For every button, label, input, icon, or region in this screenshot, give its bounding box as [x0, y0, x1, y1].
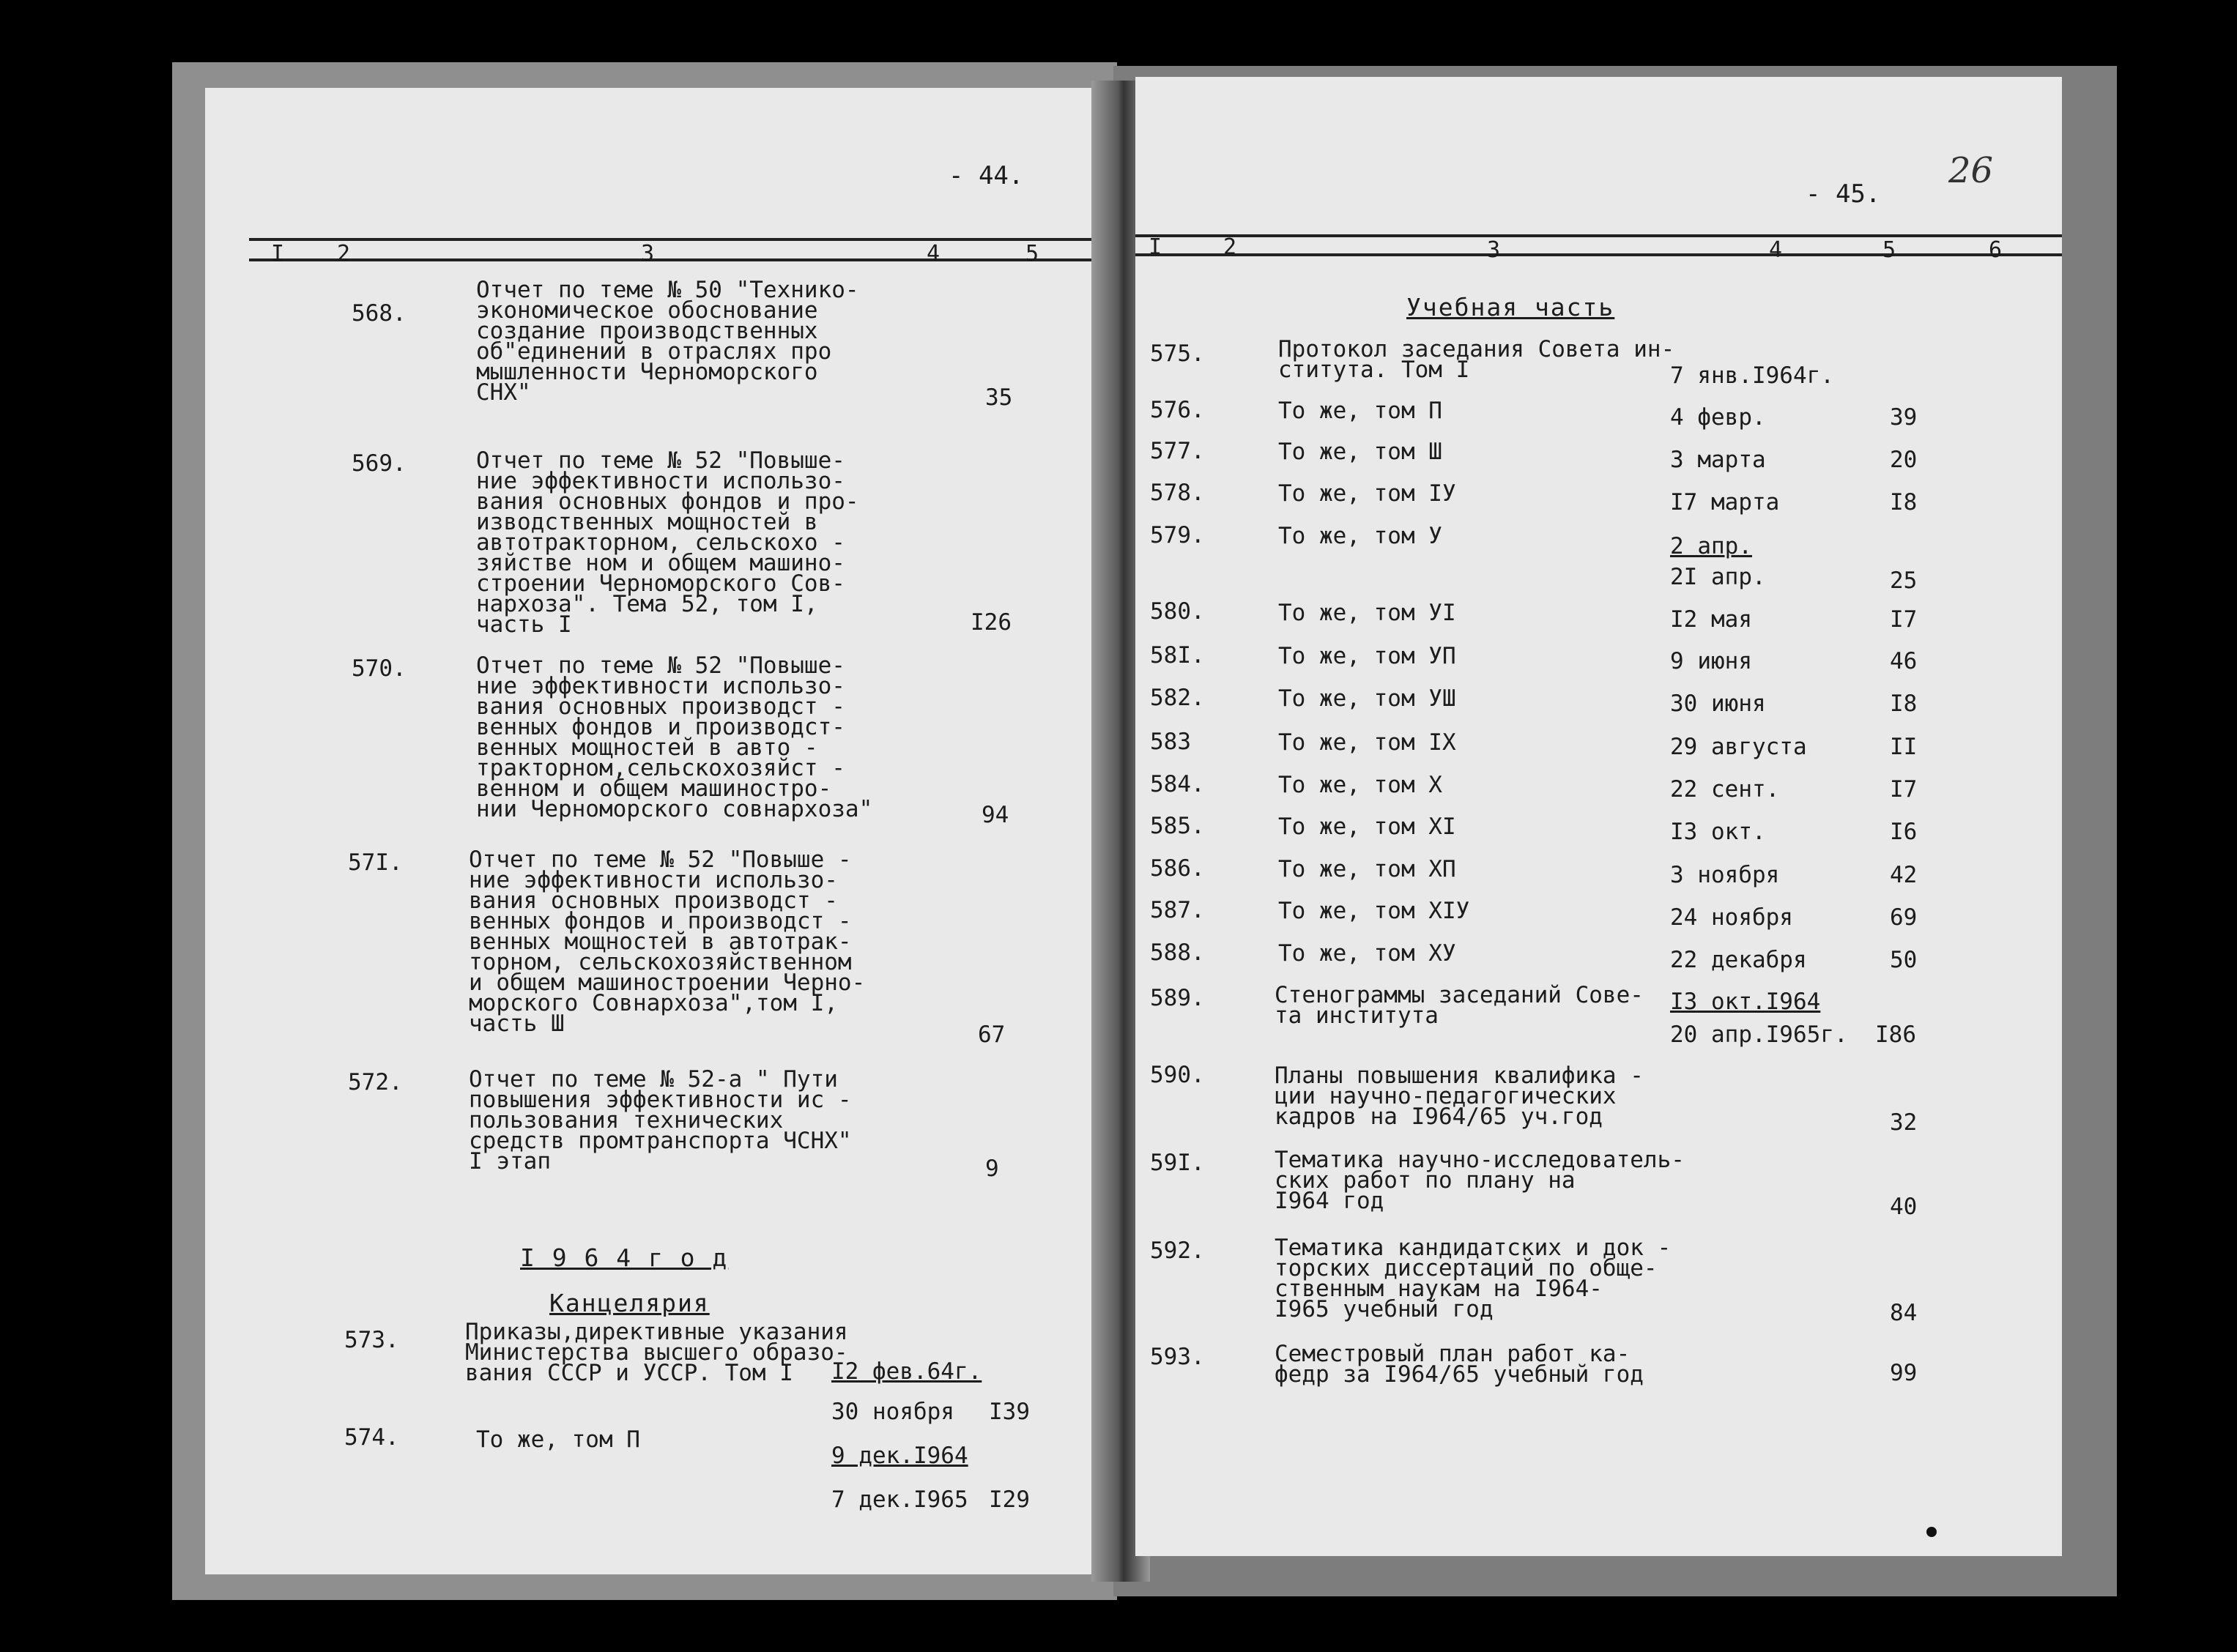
entry-pages: II	[1890, 734, 1918, 760]
entry-pages: 67	[978, 1022, 1006, 1048]
entry-pages: 25	[1890, 568, 1918, 594]
entry-date: I2 мая	[1670, 606, 1752, 633]
entry-date: 22 сент.	[1670, 776, 1780, 803]
entry-date: 3 марта	[1670, 447, 1766, 473]
entry-date-end: 20 апр.I965г.	[1670, 1022, 1848, 1048]
entry-pages: I7	[1890, 776, 1918, 803]
page-number: - 45.	[1806, 179, 1881, 209]
entry-date: I3 окт.	[1670, 819, 1766, 845]
entry-title: То же, том УI	[1278, 600, 1456, 626]
entry-number: 568.	[352, 300, 407, 327]
entry-pages: 69	[1890, 904, 1918, 931]
entry-title: Отчет по теме № 50 "Технико- экономическое обоснование создание производственных об"единений в отраслях про мышленности Черноморского СНХ"	[476, 277, 859, 406]
year-heading: I 9 6 4 г о д	[520, 1243, 729, 1272]
entry-title: То же, том Х	[1278, 772, 1442, 798]
entry-number: 587.	[1150, 897, 1205, 923]
entry-date: 4 февр.	[1670, 404, 1766, 431]
entry-pages: 99	[1890, 1360, 1918, 1386]
entry-title: Отчет по теме № 52 "Повыше- ние эффективности использо- вания основных фондов и про- изводственных мощностей в автотракторном, сельскохо - зяйстве ном и общем машино- строении Черноморского Сов- нархоза". Тема 52, том I, часть I	[476, 447, 859, 638]
entry-number: 580.	[1150, 598, 1205, 625]
entry-number: 576.	[1150, 397, 1205, 423]
entry-pages: I7	[1890, 606, 1918, 633]
entry-number: 582.	[1150, 685, 1205, 711]
entry-number: 592.	[1150, 1238, 1205, 1264]
ink-dot	[1926, 1527, 1937, 1537]
entry-title: То же, том УШ	[1278, 685, 1456, 712]
section-heading: Учебная часть	[1406, 293, 1615, 321]
entry-number: 590.	[1150, 1062, 1205, 1088]
entry-date: I7 марта	[1670, 489, 1780, 516]
entry-pages: 46	[1890, 648, 1918, 674]
entry-title: То же, том УП	[1278, 643, 1456, 669]
right-page	[1135, 77, 2062, 1556]
entry-date: 22 декабря	[1670, 947, 1807, 973]
entry-pages: 40	[1890, 1194, 1918, 1220]
section-heading: Канцелярия	[549, 1289, 710, 1317]
entry-title: Протокол заседания Совета ин- ститута. Том I	[1278, 336, 1675, 383]
entry-pages: 35	[985, 384, 1013, 411]
entry-pages: 94	[982, 802, 1009, 828]
entry-number: 59I.	[1150, 1150, 1205, 1176]
entry-date: 30 июня	[1670, 691, 1766, 717]
entry-number: 58I.	[1150, 642, 1205, 669]
entry-number: 572.	[348, 1069, 403, 1095]
entry-number: 584.	[1150, 771, 1205, 797]
entry-pages: I39	[989, 1399, 1030, 1425]
column-header: I 2 3 4 5	[249, 238, 1106, 267]
entry-number: 570.	[352, 655, 407, 682]
entry-number: 578.	[1150, 480, 1205, 506]
entry-pages: I86	[1875, 1022, 1916, 1048]
entry-title: То же, том ХУ	[1278, 940, 1456, 967]
entry-date: 7 янв.I964г.	[1670, 362, 1834, 389]
entry-pages: 50	[1890, 947, 1918, 973]
left-page	[205, 88, 1106, 1574]
entry-pages: I29	[989, 1487, 1030, 1513]
entry-number: 588.	[1150, 940, 1205, 966]
entry-pages: 32	[1890, 1109, 1918, 1136]
entry-title: То же, том П	[1278, 398, 1442, 424]
entry-date-end: 30 ноября	[831, 1399, 954, 1425]
entry-pages: 84	[1890, 1300, 1918, 1326]
entry-title: То же, том IХ	[1278, 729, 1456, 756]
entry-title: То же, том ХI	[1278, 814, 1456, 840]
entry-title: То же, том ХIУ	[1278, 898, 1470, 924]
entry-title: Планы повышения квалифика - ции научно-педагогических кадров на I964/65 уч.год	[1275, 1063, 1644, 1130]
entry-number: 579.	[1150, 522, 1205, 548]
entry-date-start: I2 фев.64г.	[831, 1358, 982, 1385]
entry-date-start: 9 дек.I964	[831, 1443, 968, 1469]
entry-date: 29 августа	[1670, 734, 1807, 760]
entry-title: Приказы,директивные указания Министерства высшего образо- вания СССР и УССР. Том I	[465, 1319, 848, 1386]
entry-title: То же, том У	[1278, 523, 1442, 549]
entry-pages: 42	[1890, 862, 1918, 888]
entry-pages: 9	[985, 1156, 999, 1182]
entry-number: 573.	[344, 1327, 399, 1353]
entry-date: 3 ноября	[1670, 862, 1780, 888]
entry-date: 24 ноября	[1670, 904, 1793, 931]
entry-pages: I26	[971, 609, 1012, 636]
entry-title: То же, том П	[476, 1426, 640, 1453]
entry-number: 593.	[1150, 1344, 1205, 1370]
page-number: - 44.	[949, 161, 1024, 190]
entry-title: Семестровый план работ ка- федр за I964/65 учебный год	[1275, 1341, 1644, 1388]
entry-title: То же, том Ш	[1278, 439, 1442, 465]
entry-number: 586.	[1150, 855, 1205, 882]
entry-number: 583	[1150, 729, 1191, 755]
entry-pages: 20	[1890, 447, 1918, 473]
entry-number: 589.	[1150, 985, 1205, 1011]
entry-date-end: 2I апр.	[1670, 564, 1766, 590]
entry-title: Отчет по теме № 52-а " Пути повышения эффективности ис - пользования технических средств промтранспорта ЧСНХ" I этап	[469, 1066, 852, 1175]
entry-title: Тематика кандидатских и док - торских диссертаций по обще- ственным наукам на I964- I965 учебный год	[1275, 1235, 1672, 1322]
entry-title: Отчет по теме № 52 "Повыше - ние эффективности использо- вания основных производст - венных фондов и производст - венных мощностей в автотрак- торном, сельскохозяйственном и общем машиностроении Черно- морского Совнархоза",том I, часть Ш	[469, 847, 866, 1037]
entry-pages: I8	[1890, 489, 1918, 516]
entry-title: Отчет по теме № 52 "Повыше- ние эффективности использо- вания основных производст - венных фондов и производст- венных мощностей в авто - тракторном,сельскохозяйст - венном и общем машиностро- нии Черноморского совнархоза"	[476, 652, 873, 822]
entry-number: 57I.	[348, 849, 403, 876]
folio-handwritten-number: 26	[1948, 150, 1994, 191]
entry-number: 569.	[352, 450, 407, 477]
entry-date-end: 7 дек.I965	[831, 1487, 968, 1513]
entry-date: 2 апр.	[1670, 533, 1752, 559]
entry-title: То же, том ХП	[1278, 856, 1456, 882]
entry-date: I3 окт.I964	[1670, 989, 1821, 1015]
entry-pages: I6	[1890, 819, 1918, 845]
column-header: I 2 3 4 5 6	[1135, 234, 2062, 264]
entry-number: 585.	[1150, 813, 1205, 839]
entry-title: То же, том IУ	[1278, 480, 1456, 507]
entry-title: Стенограммы заседаний Сове- та института	[1275, 982, 1644, 1029]
entry-number: 575.	[1150, 341, 1205, 367]
entry-title: Тематика научно-исследователь- ских работ по плану на I964 год	[1275, 1147, 1685, 1214]
entry-date: 9 июня	[1670, 648, 1752, 674]
entry-pages: I8	[1890, 691, 1918, 717]
entry-number: 574.	[344, 1424, 399, 1451]
entry-pages: 39	[1890, 404, 1918, 431]
entry-number: 577.	[1150, 438, 1205, 464]
